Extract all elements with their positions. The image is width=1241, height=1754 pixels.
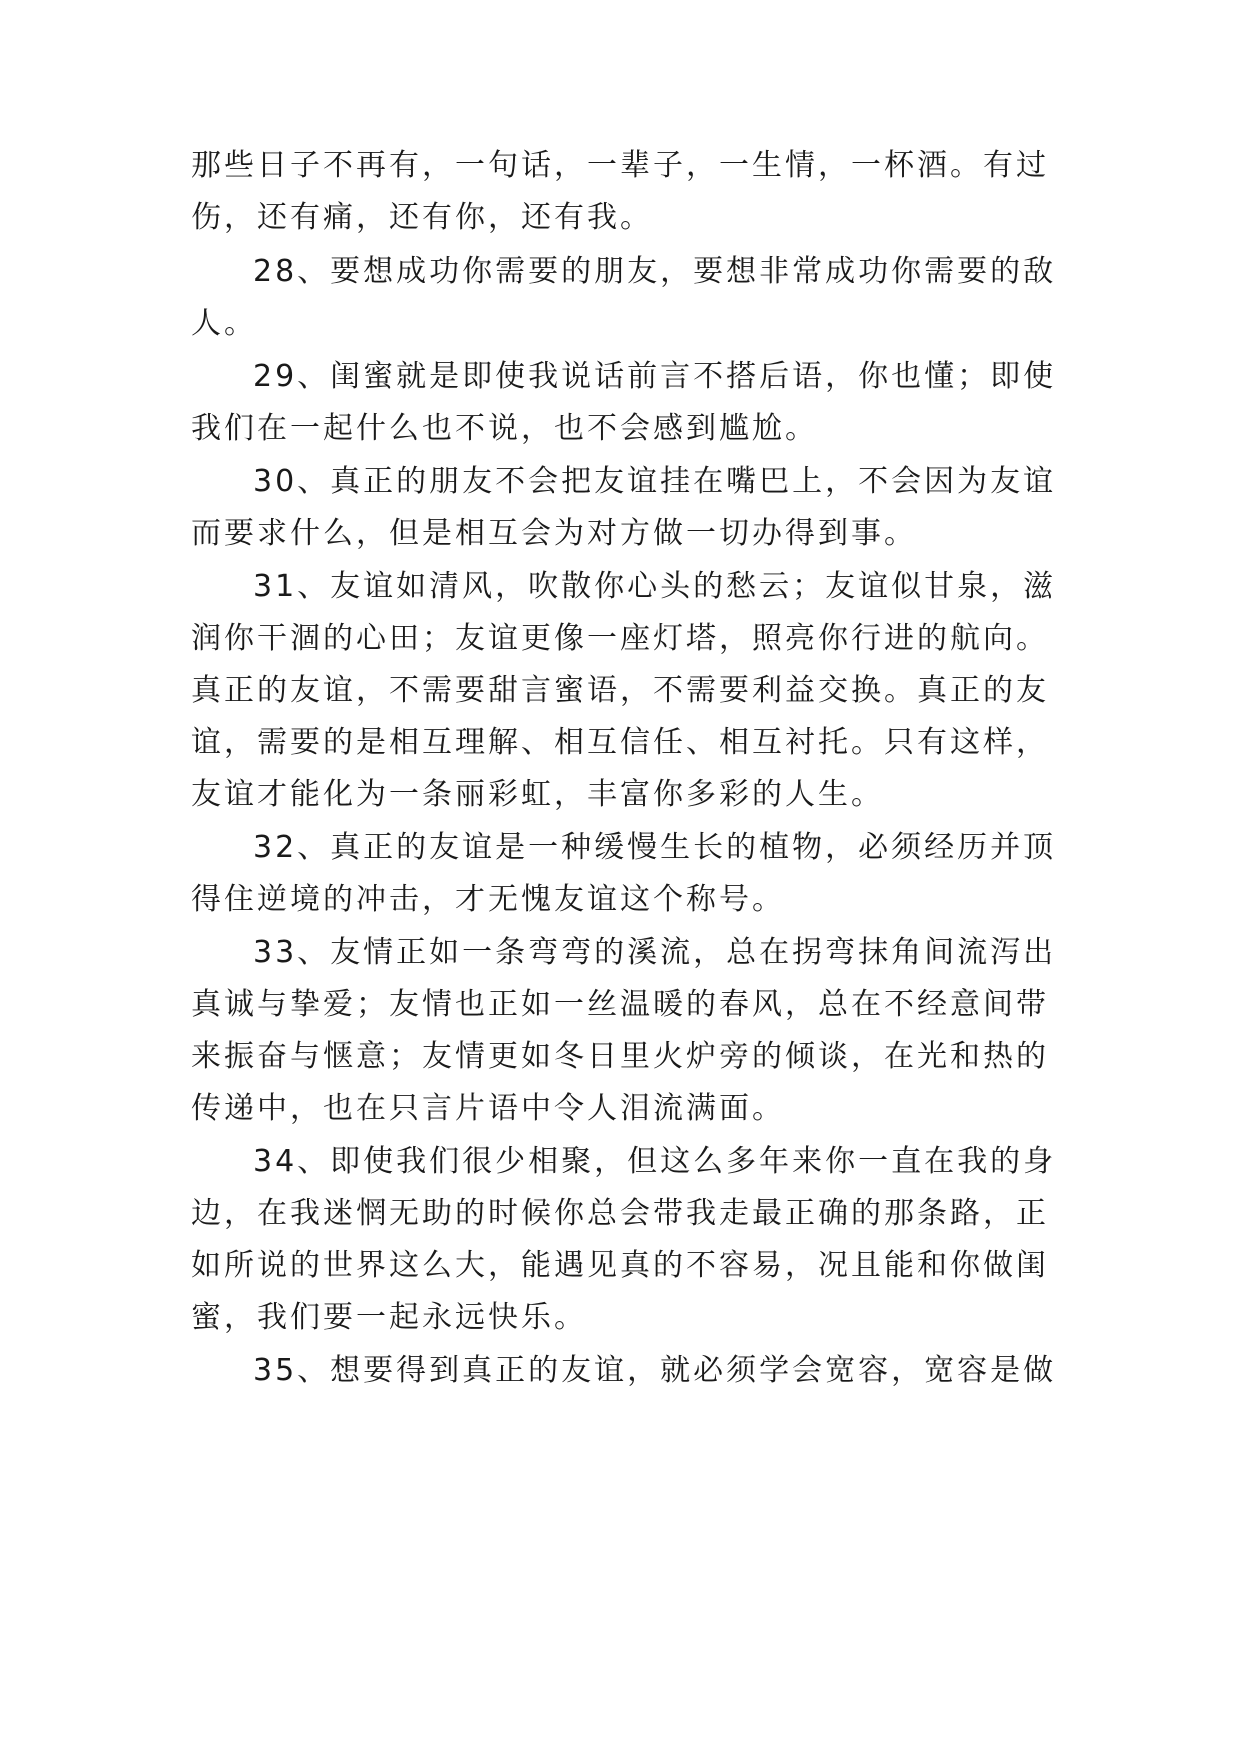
- text-line: 28、要想成功你需要的朋友，要想非常成功你需要的敌: [253, 254, 1057, 289]
- text-line: 来振奋与惬意；友情更如冬日里火炉旁的倾谈，在光和热的: [191, 1039, 1049, 1074]
- text-line: 边，在我迷惘无助的时候你总会带我走最正确的那条路，正: [191, 1196, 1049, 1231]
- text-line: 人。: [191, 306, 257, 341]
- text-line: 谊，需要的是相互理解、相互信任、相互衬托。只有这样，: [191, 725, 1049, 760]
- text-line: 29、闺蜜就是即使我说话前言不搭后语，你也懂；即使: [253, 359, 1057, 394]
- text-line: 那些日子不再有，一句话，一辈子，一生情，一杯酒。有过: [191, 148, 1049, 183]
- text-line: 真正的友谊，不需要甜言蜜语，不需要利益交换。真正的友: [191, 673, 1049, 708]
- text-line: 33、友情正如一条弯弯的溪流，总在拐弯抹角间流泻出: [253, 935, 1057, 970]
- text-line: 友谊才能化为一条丽彩虹，丰富你多彩的人生。: [191, 777, 884, 812]
- text-line: 传递中，也在只言片语中令人泪流满面。: [191, 1091, 785, 1126]
- text-line: 如所说的世界这么大，能遇见真的不容易，况且能和你做闺: [191, 1248, 1049, 1283]
- text-line: 31、友谊如清风，吹散你心头的愁云；友谊似甘泉，滋: [253, 569, 1057, 604]
- text-line: 34、即使我们很少相聚，但这么多年来你一直在我的身: [253, 1144, 1057, 1179]
- text-line: 35、想要得到真正的友谊，就必须学会宽容，宽容是做: [253, 1353, 1057, 1388]
- text-line: 30、真正的朋友不会把友谊挂在嘴巴上，不会因为友谊: [253, 464, 1057, 499]
- text-line: 我们在一起什么也不说，也不会感到尴尬。: [191, 411, 818, 446]
- text-line: 蜜，我们要一起永远快乐。: [191, 1300, 587, 1335]
- text-line: 32、真正的友谊是一种缓慢生长的植物，必须经历并顶: [253, 830, 1057, 865]
- text-line: 而要求什么，但是相互会为对方做一切办得到事。: [191, 516, 917, 551]
- text-line: 得住逆境的冲击，才无愧友谊这个称号。: [191, 882, 785, 917]
- text-line: 真诚与挚爱；友情也正如一丝温暖的春风，总在不经意间带: [191, 987, 1049, 1022]
- text-line: 伤，还有痛，还有你，还有我。: [191, 200, 653, 235]
- text-line: 润你干涸的心田；友谊更像一座灯塔，照亮你行进的航向。: [191, 621, 1049, 656]
